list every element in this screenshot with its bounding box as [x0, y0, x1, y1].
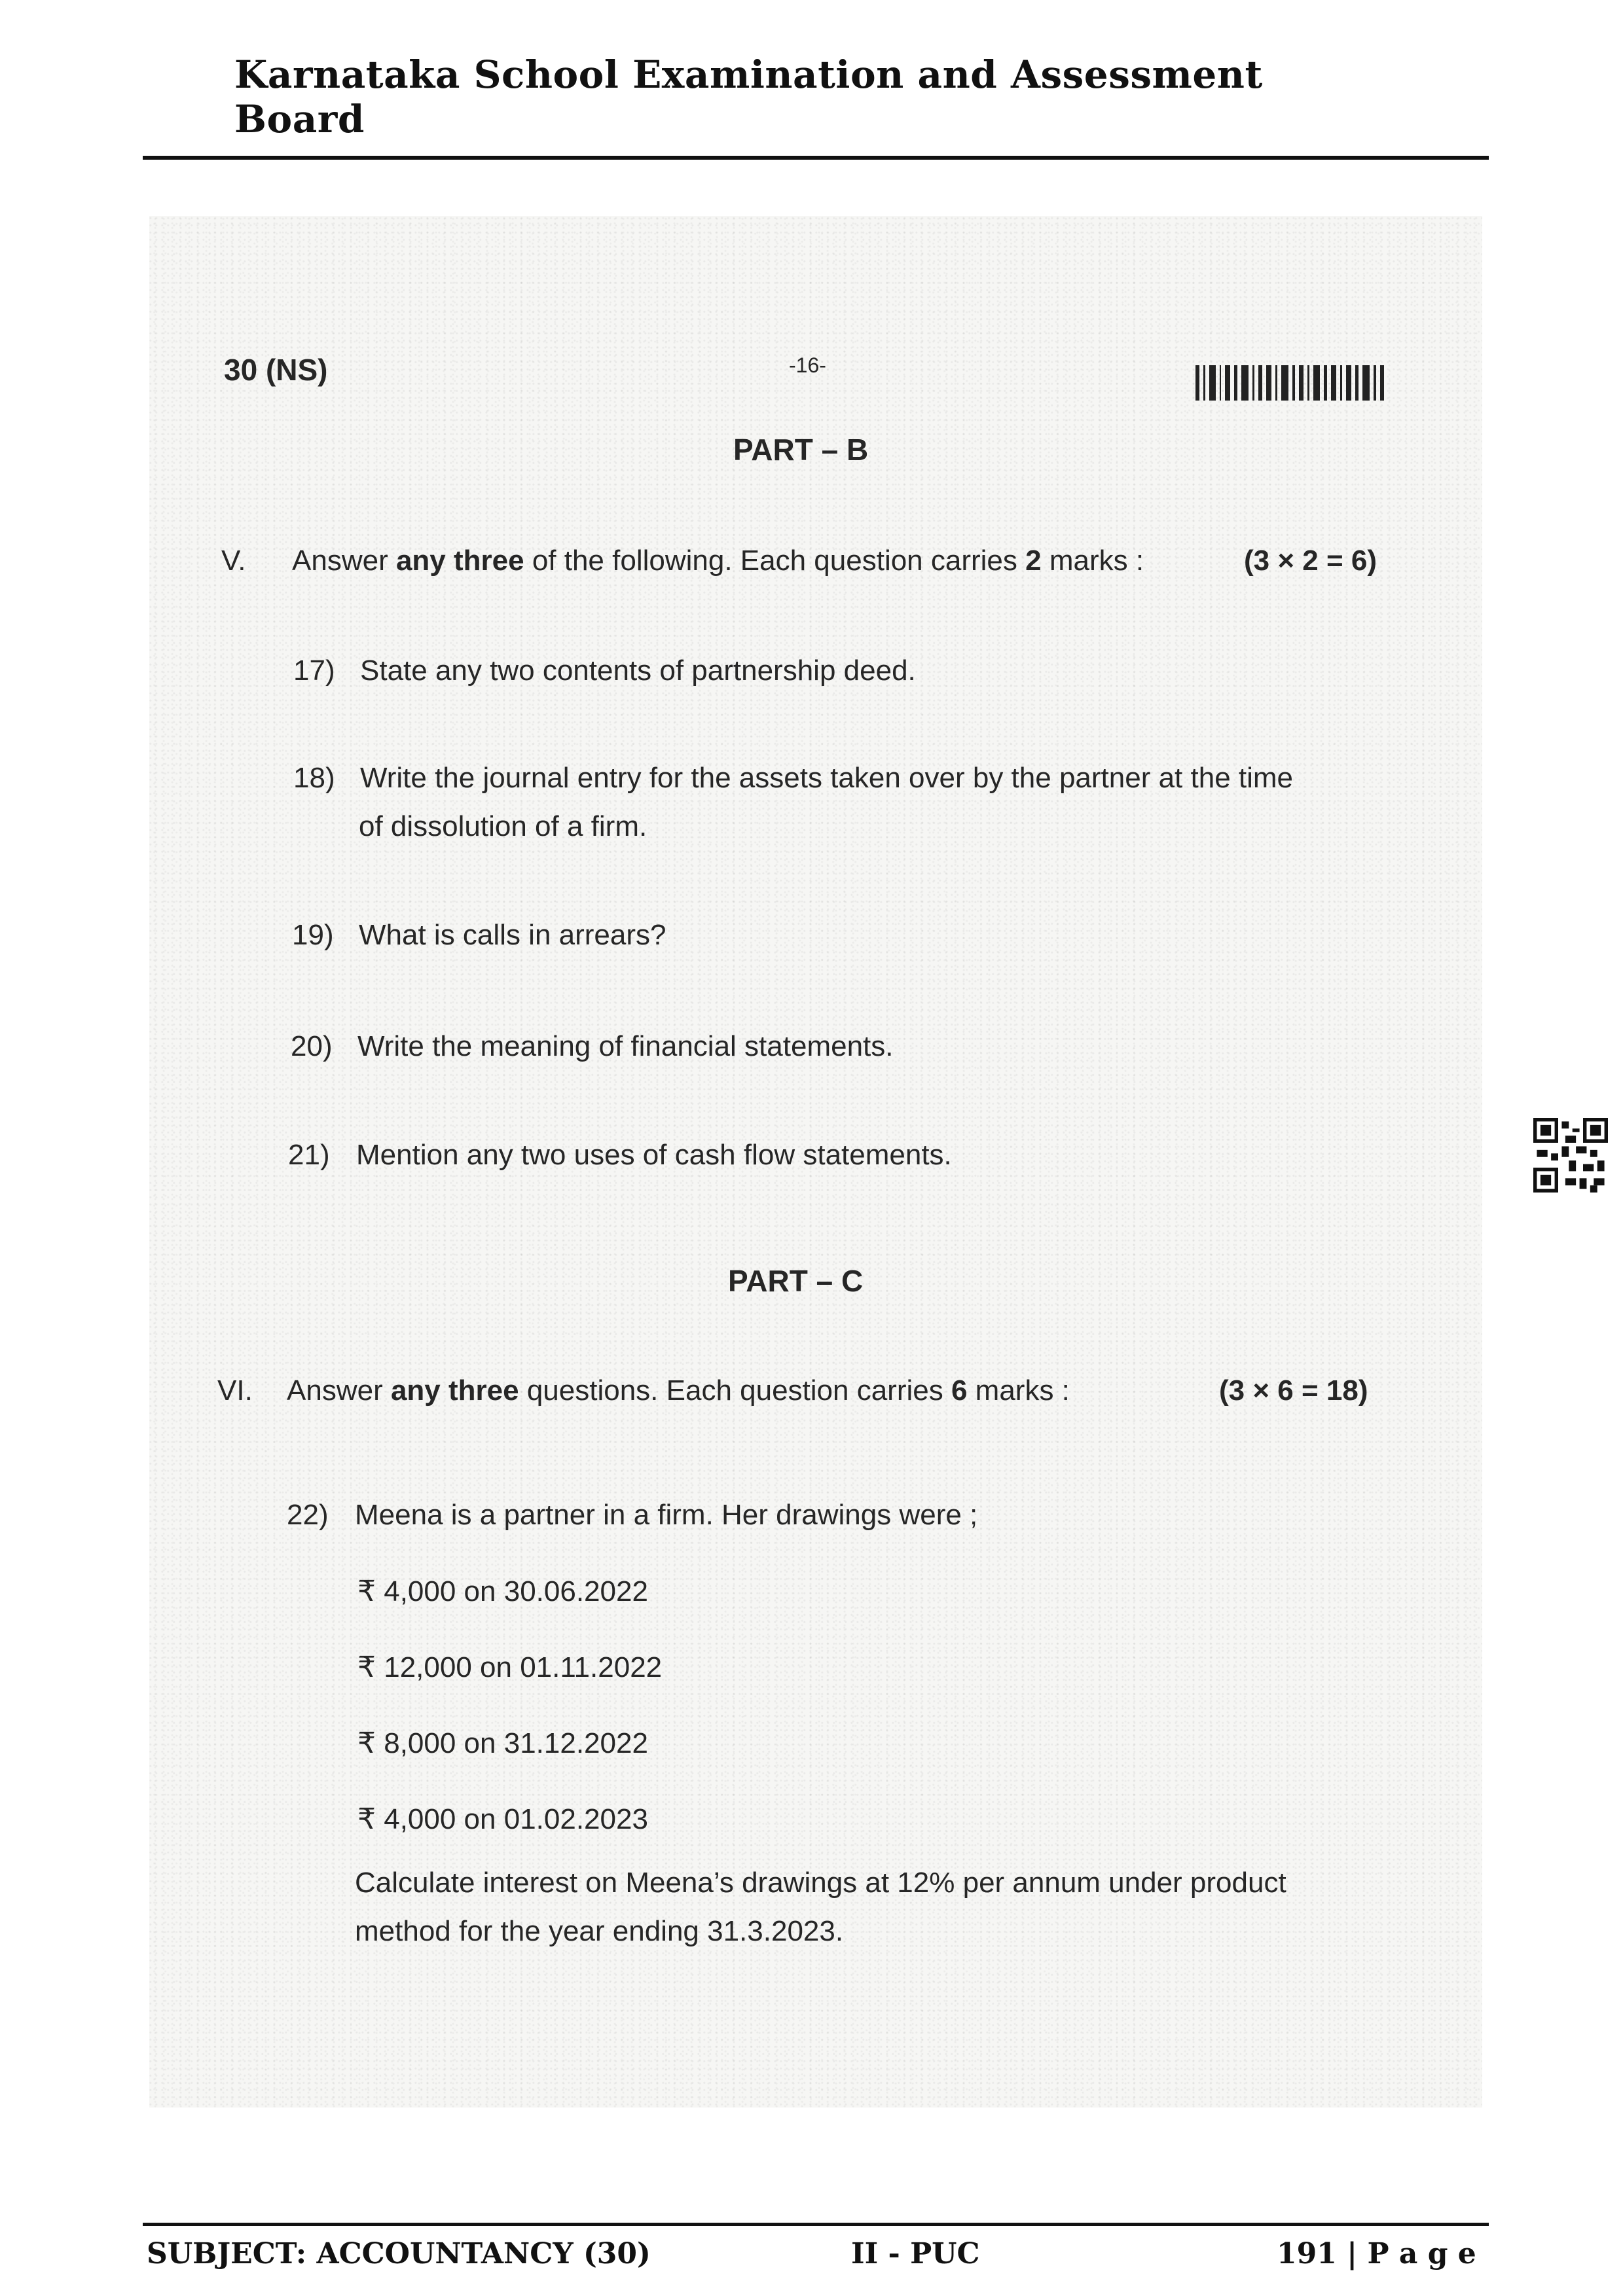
question-number: 19) — [292, 919, 334, 951]
drawing-entry: ₹ 4,000 on 30.06.2022 — [357, 1575, 648, 1607]
qr-code-icon — [1533, 1118, 1608, 1193]
section-vi-marks: (3 × 6 = 18) — [1219, 1374, 1368, 1407]
drawing-entry: ₹ 12,000 on 01.11.2022 — [357, 1651, 663, 1683]
question-text: State any two contents of partnership deed. — [360, 655, 916, 687]
question-number: 20) — [291, 1030, 333, 1062]
footer-class: II - PUC — [851, 2237, 980, 2270]
barcode-image — [1195, 365, 1384, 401]
question-number: 22) — [287, 1499, 329, 1531]
question-text: Write the meaning of financial statements. — [357, 1030, 894, 1062]
footer-page-number: 191 | P a g e — [1277, 2237, 1476, 2270]
question-text: Meena is a partner in a firm. Her drawings were ; — [355, 1499, 978, 1531]
question-text: Mention any two uses of cash flow statements. — [356, 1139, 952, 1171]
question-text: Write the journal entry for the assets taken over by the partner at the time — [360, 762, 1294, 794]
section-vi-instruction: Answer any three questions. Each question carries 6 marks : — [287, 1374, 1070, 1407]
question-number: 18) — [293, 762, 335, 794]
paper-code: 30 (NS) — [224, 353, 328, 387]
drawing-entry: ₹ 4,000 on 01.02.2023 — [357, 1803, 648, 1835]
footer-rule — [143, 2223, 1489, 2226]
question-text: of dissolution of a firm. — [359, 810, 647, 842]
footer-subject: SUBJECT: ACCOUNTANCY (30) — [147, 2237, 651, 2270]
section-v-instruction: Answer any three of the following. Each question carries 2 marks : — [292, 545, 1144, 577]
section-v-marks: (3 × 2 = 6) — [1244, 545, 1377, 577]
drawing-entry: ₹ 8,000 on 31.12.2022 — [357, 1727, 648, 1759]
part-c-heading: PART – C — [728, 1264, 864, 1298]
question-number: 21) — [288, 1139, 330, 1171]
question-task: method for the year ending 31.3.2023. — [355, 1915, 844, 1947]
header-rule — [143, 156, 1489, 160]
question-page-number: -16- — [789, 353, 826, 377]
section-vi-roman: VI. — [217, 1374, 253, 1407]
question-text: What is calls in arrears? — [359, 919, 666, 951]
board-title: Karnataka School Examination and Assessment Board — [234, 52, 1263, 141]
part-b-heading: PART – B — [733, 433, 869, 467]
question-task: Calculate interest on Meena’s drawings at 12% per annum under product — [355, 1867, 1286, 1899]
question-number: 17) — [293, 655, 335, 687]
section-v-roman: V. — [221, 545, 246, 577]
